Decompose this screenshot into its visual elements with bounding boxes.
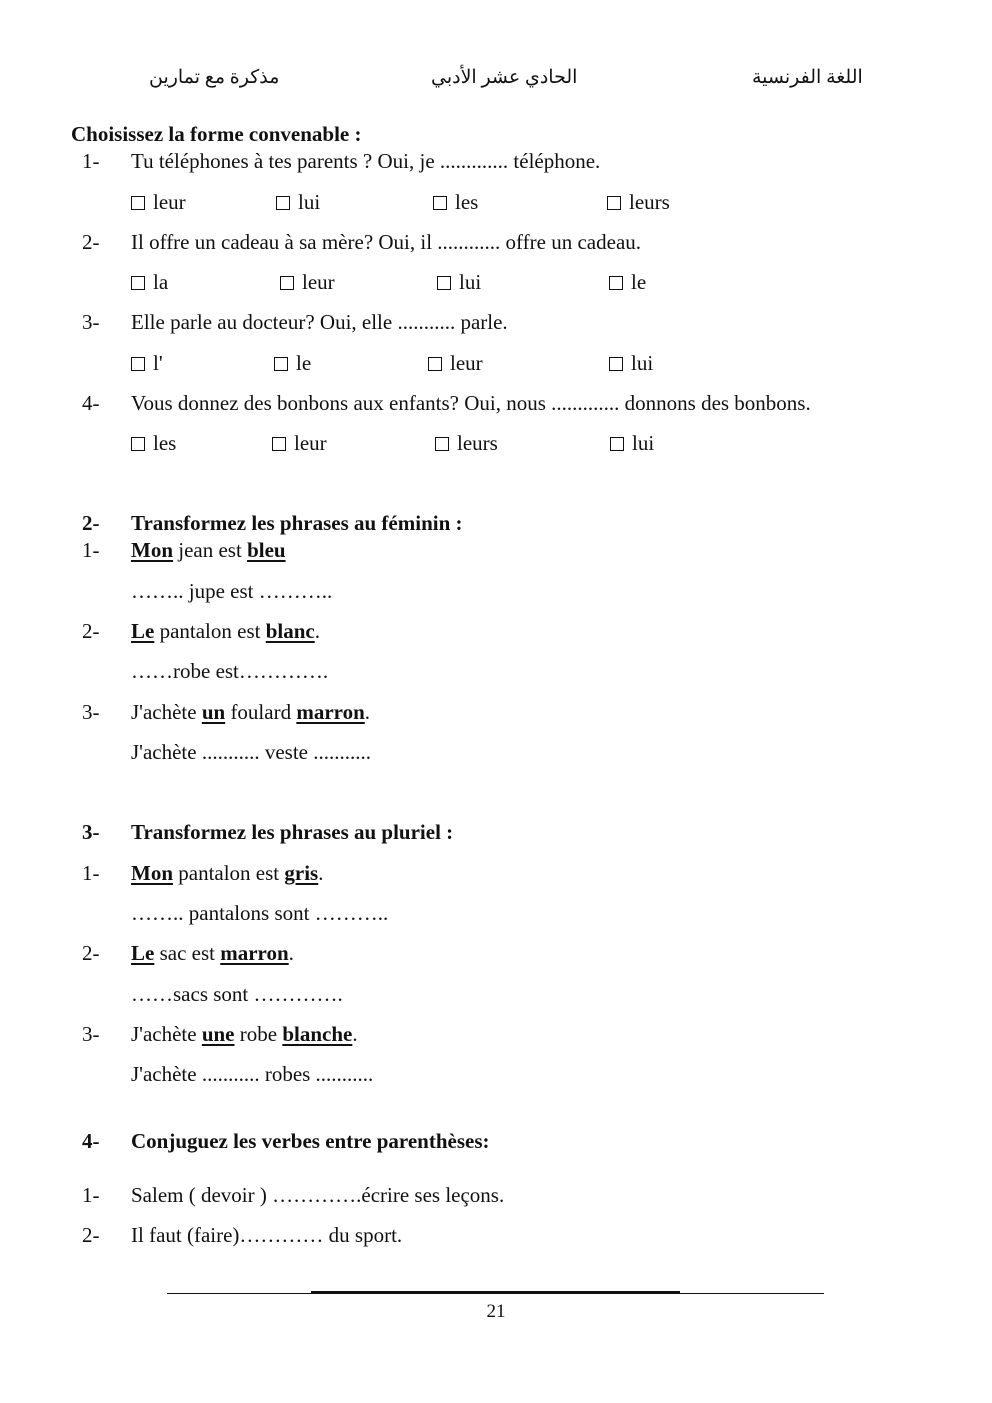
option-label: la [153,270,169,294]
option-label: lui [631,351,654,375]
checkbox-icon[interactable] [131,357,145,371]
checkbox-icon[interactable] [437,276,451,290]
sentence-end: . [288,941,294,965]
sentence-start: J'achète [131,700,202,724]
underlined-word: Mon [131,538,173,562]
underlined-word: un [201,700,226,724]
checkbox-icon[interactable] [131,196,145,210]
question-text: Il faut (faire)………… du sport. [131,1223,403,1247]
answer-line[interactable]: ……robe est…………. [131,659,329,683]
checkbox-icon[interactable] [609,357,623,371]
option-checkbox[interactable] [131,353,163,374]
exercise-1-title: Choisissez la forme convenable : [71,122,362,146]
checkbox-icon[interactable] [280,276,294,290]
sentence-text: jean est [173,538,248,562]
question-sentence [131,1024,358,1045]
exercise-4-title: Conjuguez les verbes entre parenthèses: [131,1129,490,1153]
checkbox-icon[interactable] [131,276,145,290]
page-number: 21 [486,1301,506,1322]
question-text: Salem ( devoir ) ………….écrire ses leçons. [131,1183,505,1207]
option-checkbox[interactable] [607,192,670,213]
option-checkbox[interactable] [131,433,176,454]
option-label: l' [153,351,163,375]
answer-line[interactable]: J'achète ........... robes ........... [131,1062,374,1086]
option-checkbox[interactable] [428,353,483,374]
question-number: 3- [82,1022,100,1046]
checkbox-icon[interactable] [433,196,447,210]
question-sentence [131,540,286,561]
question-sentence [131,621,320,642]
question-sentence [131,863,323,884]
checkbox-icon[interactable] [272,437,286,451]
header-notebook: مذكرة مع تمارين [149,67,280,88]
option-label: leur [450,351,483,375]
option-checkbox[interactable] [272,433,327,454]
question-number: 2- [82,941,100,965]
underlined-word: marron [220,941,289,965]
option-label: lui [632,431,655,455]
answer-line[interactable]: ……sacs sont …………. [131,982,343,1006]
checkbox-icon[interactable] [274,357,288,371]
option-checkbox[interactable] [610,433,654,454]
question-number: 1- [82,1183,100,1207]
option-label: leurs [629,190,670,214]
underlined-word: une [201,1022,235,1046]
option-label: le [296,351,312,375]
option-label: leur [294,431,327,455]
sentence-end: . [314,619,320,643]
question-sentence [131,943,294,964]
answer-line[interactable]: …….. pantalons sont ……….. [131,901,389,925]
checkbox-icon[interactable] [609,276,623,290]
option-checkbox[interactable] [609,272,646,293]
underlined-word: Le [131,619,155,643]
question-number: 3- [82,310,100,334]
option-checkbox[interactable] [437,272,481,293]
exercise-3-number: 3- [82,820,100,844]
sentence-text: sac est [154,941,221,965]
question-number: 3- [82,700,100,724]
option-label: les [153,431,177,455]
checkbox-icon[interactable] [131,437,145,451]
question-number: 1- [82,861,100,885]
question-number: 1- [82,149,100,173]
option-checkbox[interactable] [131,192,186,213]
footer-rule-accent [311,1291,680,1293]
underlined-word: Le [131,941,155,965]
question-number: 2- [82,1223,100,1247]
exercise-4-number: 4- [82,1129,100,1153]
sentence-text: robe [234,1022,283,1046]
underlined-word: blanc [265,619,315,643]
option-label: les [455,190,479,214]
checkbox-icon[interactable] [276,196,290,210]
exercise-3-title: Transformez les phrases au pluriel : [131,820,454,844]
question-text: Elle parle au docteur? Oui, elle ........... parle. [131,310,508,334]
option-label: leurs [457,431,498,455]
exercise-2-number: 2- [82,511,100,535]
question-sentence [131,702,370,723]
checkbox-icon[interactable] [610,437,624,451]
question-number: 2- [82,230,100,254]
option-checkbox[interactable] [280,272,335,293]
question-number: 1- [82,538,100,562]
underlined-word: gris [284,861,319,885]
header-subject: اللغة الفرنسية [752,67,863,88]
question-text: Vous donnez des bonbons aux enfants? Oui, nous ............. donnons des bonbons. [131,391,811,415]
option-label: leur [302,270,335,294]
checkbox-icon[interactable] [435,437,449,451]
sentence-text: pantalon est [154,619,266,643]
option-label: le [631,270,647,294]
option-checkbox[interactable] [435,433,498,454]
sentence-start: J'achète [131,1022,202,1046]
option-checkbox[interactable] [131,272,168,293]
question-text: Tu téléphones à tes parents ? Oui, je ............. téléphone. [131,149,601,173]
checkbox-icon[interactable] [607,196,621,210]
question-number: 2- [82,619,100,643]
option-checkbox[interactable] [274,353,311,374]
option-checkbox[interactable] [276,192,320,213]
sentence-end: . [352,1022,358,1046]
option-checkbox[interactable] [609,353,653,374]
sentence-end: . [318,861,324,885]
option-label: leur [153,190,186,214]
sentence-text: foulard [225,700,297,724]
underlined-word: Mon [131,861,173,885]
checkbox-icon[interactable] [428,357,442,371]
exercise-2-title: Transformez les phrases au féminin : [131,511,463,535]
answer-line[interactable]: …….. jupe est ……….. [131,579,333,603]
question-number: 4- [82,391,100,415]
option-label: lui [459,270,482,294]
underlined-word: blanche [282,1022,353,1046]
question-text: Il offre un cadeau à sa mère? Oui, il ............ offre un cadeau. [131,230,642,254]
answer-line[interactable]: J'achète ........... veste ........... [131,740,371,764]
option-label: lui [298,190,321,214]
underlined-word: bleu [247,538,286,562]
sentence-end: . [364,700,371,724]
option-checkbox[interactable] [433,192,478,213]
sentence-text: pantalon est [173,861,285,885]
header-grade: الحادي عشر الأدبي [431,67,578,88]
underlined-word: marron [296,700,365,724]
footer-rule [167,1293,824,1294]
